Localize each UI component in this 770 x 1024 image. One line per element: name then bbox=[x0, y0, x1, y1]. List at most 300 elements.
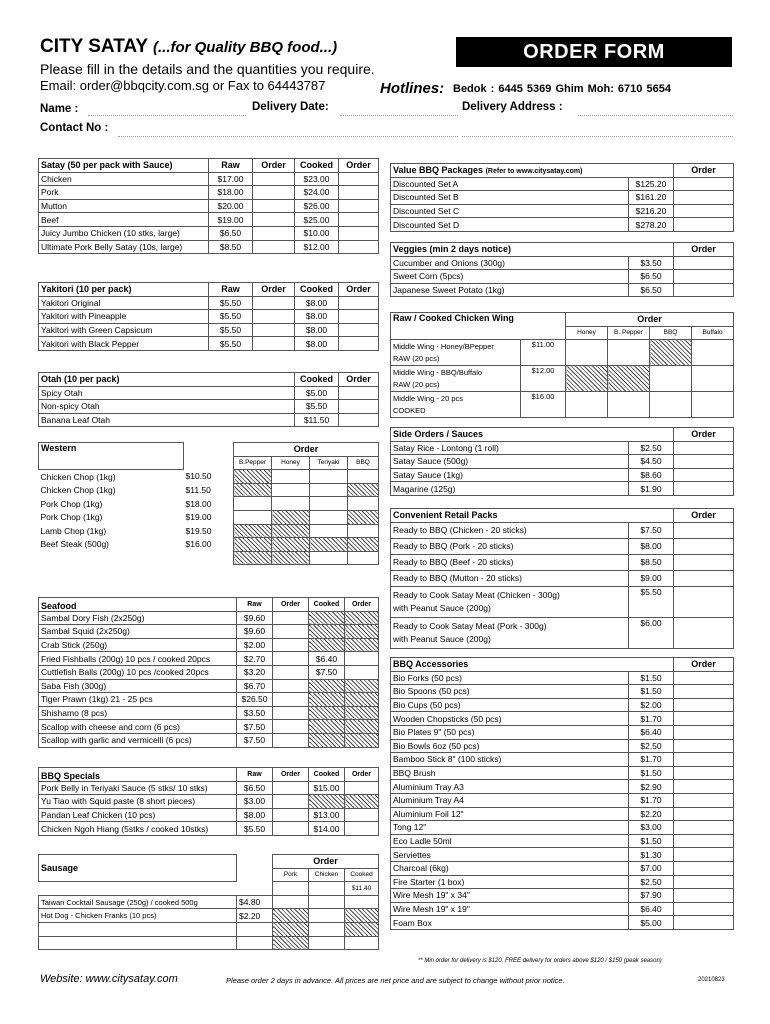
unavailable-cell bbox=[309, 706, 345, 720]
col-order: Order bbox=[273, 768, 309, 782]
order-cell[interactable] bbox=[674, 204, 734, 218]
cooked-order-cell[interactable] bbox=[339, 172, 379, 186]
item-name: Wire Mesh 19" x 19" bbox=[391, 902, 629, 916]
table-row bbox=[39, 497, 379, 511]
table-row bbox=[391, 270, 734, 284]
item-name: Cuttlefish Balls (200g) 10 pcs /cooked 20pcs bbox=[39, 665, 237, 679]
order-cell[interactable] bbox=[345, 936, 379, 950]
order-cell[interactable] bbox=[674, 725, 734, 739]
order-cell[interactable] bbox=[309, 895, 345, 909]
order-cell[interactable] bbox=[674, 538, 734, 554]
order-cell[interactable] bbox=[310, 551, 348, 565]
raw-order-cell[interactable] bbox=[273, 795, 309, 809]
raw-order-cell[interactable] bbox=[273, 822, 309, 836]
cooked-order-cell[interactable] bbox=[345, 665, 379, 679]
order-cell[interactable] bbox=[566, 340, 608, 366]
unavailable-cell bbox=[345, 706, 379, 720]
item-price: $12.00 bbox=[521, 366, 566, 392]
item-price: $6.50 bbox=[629, 283, 674, 297]
item-name: Saba Fish (300g) bbox=[39, 679, 237, 693]
cooked-price: $14.00 bbox=[309, 822, 345, 836]
raw-order-cell[interactable] bbox=[253, 186, 295, 200]
delivery-address-label: Delivery Address : bbox=[462, 101, 563, 113]
order-cell[interactable] bbox=[309, 909, 345, 923]
item-price: $11.00 bbox=[521, 340, 566, 366]
raw-order-cell[interactable] bbox=[253, 323, 295, 337]
item-price: $8.50 bbox=[629, 554, 674, 570]
col-order: Order bbox=[234, 443, 379, 457]
item-price: $278.20 bbox=[629, 218, 674, 232]
raw-order-cell[interactable] bbox=[253, 172, 295, 186]
value-bbq-table bbox=[390, 163, 734, 232]
item-price: $2.90 bbox=[629, 780, 674, 794]
order-cell[interactable] bbox=[674, 780, 734, 794]
section-title: BBQ Specials bbox=[39, 768, 237, 782]
order-cell[interactable] bbox=[692, 392, 734, 418]
order-cell[interactable] bbox=[566, 392, 608, 418]
unavailable-cell bbox=[345, 720, 379, 734]
section-ref: (Refer to www.citysatay.com) bbox=[485, 168, 583, 176]
order-cell[interactable] bbox=[272, 497, 310, 511]
website: Website: www.citysatay.com bbox=[40, 973, 178, 985]
item-name: Aluminium Tray A4 bbox=[391, 793, 629, 807]
order-cell[interactable] bbox=[674, 570, 734, 586]
table-row bbox=[39, 524, 379, 538]
raw-order-cell[interactable] bbox=[253, 337, 295, 351]
raw-price: $6.50 bbox=[209, 226, 253, 240]
table-row bbox=[39, 470, 379, 484]
order-cell[interactable] bbox=[348, 524, 379, 538]
otah-table bbox=[38, 372, 379, 427]
col-order: Order bbox=[339, 159, 379, 173]
table-row bbox=[391, 538, 734, 554]
table-row bbox=[39, 186, 379, 200]
raw-price: $2.00 bbox=[237, 638, 273, 652]
item-price: $2.50 bbox=[629, 441, 674, 455]
col-order: Order bbox=[273, 855, 379, 869]
raw-order-cell[interactable] bbox=[273, 781, 309, 795]
unavailable-cell bbox=[309, 733, 345, 747]
order-cell[interactable] bbox=[674, 270, 734, 284]
section-title: Seafood bbox=[39, 598, 237, 612]
order-cell[interactable] bbox=[674, 191, 734, 205]
section-title bbox=[391, 164, 674, 178]
name-field[interactable] bbox=[88, 115, 246, 116]
order-cell[interactable] bbox=[674, 834, 734, 848]
item-name: Taiwan Cocktail Sausage (250g) / cooked 500g bbox=[39, 895, 237, 909]
chicken-wing-table bbox=[390, 312, 734, 418]
order-cell[interactable] bbox=[674, 902, 734, 916]
order-cell[interactable] bbox=[310, 524, 348, 538]
section-title: Veggies (min 2 days notice) bbox=[391, 243, 674, 257]
table-row bbox=[391, 586, 734, 617]
cooked-order-cell[interactable] bbox=[339, 186, 379, 200]
brand-tagline: (...for Quality BBQ food...) bbox=[152, 39, 338, 56]
raw-price: $7.50 bbox=[237, 733, 273, 747]
order-cell[interactable] bbox=[309, 922, 345, 936]
unavailable-cell bbox=[650, 340, 692, 366]
table-row bbox=[39, 895, 379, 909]
order-cell[interactable] bbox=[339, 386, 379, 400]
order-cell[interactable] bbox=[234, 497, 272, 511]
cooked-price: $12.00 bbox=[295, 240, 339, 254]
table-row bbox=[391, 848, 734, 862]
raw-order-cell[interactable] bbox=[273, 693, 309, 707]
table-row bbox=[39, 936, 379, 950]
unavailable-cell bbox=[345, 611, 379, 625]
order-cell[interactable] bbox=[310, 497, 348, 511]
raw-order-cell[interactable] bbox=[273, 808, 309, 822]
order-cell[interactable] bbox=[674, 522, 734, 538]
item-price: $5.50 bbox=[629, 586, 674, 617]
col-order: Order bbox=[674, 164, 734, 178]
item-price: $125.20 bbox=[629, 177, 674, 191]
blank-cell bbox=[39, 936, 237, 950]
cooked-price: $26.00 bbox=[295, 199, 339, 213]
item-name-line1: Ready to BBQ (Chicken - 20 sticks) bbox=[393, 525, 527, 536]
order-cell[interactable] bbox=[674, 586, 734, 617]
raw-order-cell[interactable] bbox=[273, 638, 309, 652]
unavailable-cell bbox=[309, 611, 345, 625]
order-cell[interactable] bbox=[674, 698, 734, 712]
table-header bbox=[391, 658, 734, 672]
order-cell[interactable] bbox=[272, 483, 310, 497]
item-name-line1: Middle Wing - BBQ/Buffalo bbox=[393, 367, 483, 377]
order-cell[interactable] bbox=[310, 510, 348, 524]
raw-price: $6.70 bbox=[237, 679, 273, 693]
order-cell[interactable] bbox=[348, 470, 379, 484]
item-name: Spicy Otah bbox=[39, 386, 295, 400]
raw-order-cell[interactable] bbox=[253, 240, 295, 254]
raw-price: $7.50 bbox=[237, 720, 273, 734]
unavailable-cell bbox=[234, 483, 272, 497]
order-cell[interactable] bbox=[674, 889, 734, 903]
cooked-order-cell[interactable] bbox=[339, 240, 379, 254]
table-row bbox=[39, 795, 379, 809]
order-cell[interactable] bbox=[674, 468, 734, 482]
item-name: Magarine (125g) bbox=[391, 482, 629, 496]
cooked-price: $5.00 bbox=[295, 386, 339, 400]
section-title: Yakitori (10 per pack) bbox=[39, 283, 209, 297]
table-row bbox=[39, 733, 379, 747]
table-row bbox=[39, 781, 379, 795]
item-price: $3.00 bbox=[629, 821, 674, 835]
col-chicken: Chicken bbox=[309, 868, 345, 882]
item-price: $1.50 bbox=[629, 834, 674, 848]
cooked-order-cell[interactable] bbox=[345, 652, 379, 666]
item-name bbox=[391, 522, 629, 538]
raw-order-cell[interactable] bbox=[273, 720, 309, 734]
delivery-address-field[interactable] bbox=[578, 115, 733, 116]
table-row bbox=[391, 570, 734, 586]
raw-price: $5.50 bbox=[209, 296, 253, 310]
contact-no-field[interactable] bbox=[118, 136, 458, 137]
order-cell[interactable] bbox=[674, 861, 734, 875]
table-row bbox=[391, 554, 734, 570]
section-title: Satay (50 per pack with Sauce) bbox=[39, 159, 209, 173]
order-cell[interactable] bbox=[339, 400, 379, 414]
order-cell[interactable] bbox=[310, 470, 348, 484]
item-price: $1.70 bbox=[629, 712, 674, 726]
table-row bbox=[39, 337, 379, 351]
order-cell[interactable] bbox=[650, 366, 692, 392]
order-cell[interactable] bbox=[674, 848, 734, 862]
item-name: Bio Spoons (50 pcs) bbox=[391, 685, 629, 699]
order-cell[interactable] bbox=[339, 413, 379, 427]
raw-order-cell[interactable] bbox=[253, 226, 295, 240]
table-header bbox=[39, 598, 379, 612]
raw-price: $9.60 bbox=[237, 625, 273, 639]
raw-order-cell[interactable] bbox=[253, 310, 295, 324]
item-name-line1: Ready to BBQ (Beef - 20 sticks) bbox=[393, 557, 514, 568]
raw-price: $3.20 bbox=[237, 665, 273, 679]
order-cell[interactable] bbox=[309, 936, 345, 950]
order-cell[interactable] bbox=[692, 366, 734, 392]
raw-order-cell[interactable] bbox=[253, 213, 295, 227]
table-row bbox=[391, 340, 734, 366]
cooked-order-cell[interactable] bbox=[339, 199, 379, 213]
instructions: Please fill in the details and the quantities you require. bbox=[40, 61, 375, 77]
section-title: Otah (10 per pack) bbox=[39, 373, 295, 387]
cooked-order-cell[interactable] bbox=[345, 822, 379, 836]
item-price: $6.50 bbox=[629, 270, 674, 284]
unavailable-cell bbox=[345, 795, 379, 809]
col-bbq: BBQ bbox=[348, 456, 379, 470]
item-name: Pork Chop (1kg) bbox=[40, 498, 103, 509]
order-cell[interactable] bbox=[345, 895, 379, 909]
order-cell[interactable] bbox=[674, 177, 734, 191]
item-name: Crab Stick (250g) bbox=[39, 638, 237, 652]
delivery-date-field[interactable] bbox=[340, 115, 458, 116]
table-row bbox=[39, 625, 379, 639]
item-name: Bio Bowls 6oz (50 pcs) bbox=[391, 739, 629, 753]
section-title: Raw / Cooked Chicken Wing bbox=[391, 313, 566, 340]
brand-name: CITY SATAY bbox=[40, 36, 148, 57]
order-cell[interactable] bbox=[674, 283, 734, 297]
table-row bbox=[39, 882, 379, 896]
order-cell[interactable] bbox=[674, 554, 734, 570]
cooked-order-cell[interactable] bbox=[339, 310, 379, 324]
order-cell[interactable] bbox=[674, 256, 734, 270]
table-row bbox=[391, 725, 734, 739]
item-price: $1.70 bbox=[629, 793, 674, 807]
order-cell[interactable] bbox=[674, 821, 734, 835]
table-row bbox=[391, 834, 734, 848]
order-cell[interactable] bbox=[272, 470, 310, 484]
item-name: Aluminium Foil 12" bbox=[391, 807, 629, 821]
item-price: $7.90 bbox=[629, 889, 674, 903]
item-price: $6.00 bbox=[629, 617, 674, 648]
order-cell[interactable] bbox=[674, 807, 734, 821]
cooked-order-cell[interactable] bbox=[339, 323, 379, 337]
accessories-table bbox=[390, 657, 734, 930]
delivery-date-label: Delivery Date: bbox=[252, 101, 329, 113]
cooked-order-cell[interactable] bbox=[339, 213, 379, 227]
raw-price: $3.00 bbox=[237, 795, 273, 809]
raw-order-cell[interactable] bbox=[273, 733, 309, 747]
hotlines-label: Hotlines: bbox=[380, 80, 445, 97]
item-name: Scallop with cheese and corn (6 pcs) bbox=[39, 720, 237, 734]
col-raw: Raw bbox=[237, 598, 273, 612]
cooked-order-cell[interactable] bbox=[339, 337, 379, 351]
delivery-address-field-2[interactable] bbox=[462, 136, 733, 137]
item-name: Sweet Corn (5pcs) bbox=[391, 270, 629, 284]
item-name bbox=[391, 340, 521, 366]
col-pork: Pork bbox=[273, 868, 309, 882]
table-row bbox=[39, 400, 379, 414]
order-cell[interactable] bbox=[608, 392, 650, 418]
raw-order-cell[interactable] bbox=[273, 625, 309, 639]
unavailable-cell bbox=[234, 538, 272, 552]
order-cell[interactable] bbox=[674, 875, 734, 889]
raw-price: $5.50 bbox=[209, 337, 253, 351]
order-cell[interactable] bbox=[692, 340, 734, 366]
table-row bbox=[391, 392, 734, 418]
table-row bbox=[391, 218, 734, 232]
col-cooked: Cooked bbox=[295, 159, 339, 173]
item-name: Fire Starter (1 box) bbox=[391, 875, 629, 889]
item-name: Serviettes bbox=[391, 848, 629, 862]
order-cell[interactable] bbox=[650, 392, 692, 418]
col-raw: Raw bbox=[209, 283, 253, 297]
raw-price: $26.50 bbox=[237, 693, 273, 707]
col-honey: Honey bbox=[566, 326, 608, 340]
item-name bbox=[391, 586, 629, 617]
table-row bbox=[39, 483, 379, 497]
raw-order-cell[interactable] bbox=[273, 652, 309, 666]
item-name: Chicken bbox=[39, 172, 209, 186]
section-title: BBQ Accessories bbox=[391, 658, 674, 672]
side-orders-table bbox=[390, 427, 734, 496]
order-cell[interactable] bbox=[608, 340, 650, 366]
item-name: Foam Box bbox=[391, 916, 629, 930]
item-name: Cucumber and Onions (300g) bbox=[391, 256, 629, 270]
unavailable-cell bbox=[309, 795, 345, 809]
order-cell[interactable] bbox=[674, 793, 734, 807]
col-teriyaki: Teriyaki bbox=[310, 456, 348, 470]
order-cell[interactable] bbox=[674, 685, 734, 699]
cooked-price: $25.00 bbox=[295, 213, 339, 227]
order-cell[interactable] bbox=[674, 617, 734, 648]
cooked-price: $5.50 bbox=[295, 400, 339, 414]
contact-no-label: Contact No : bbox=[40, 122, 109, 134]
item-name: Eco Ladle 50ml bbox=[391, 834, 629, 848]
order-cell[interactable] bbox=[674, 482, 734, 496]
item-price: $2.50 bbox=[629, 739, 674, 753]
raw-order-cell[interactable] bbox=[273, 679, 309, 693]
unavailable-cell bbox=[309, 693, 345, 707]
order-cell[interactable] bbox=[674, 441, 734, 455]
item-name-line2: RAW (20 pcs) bbox=[393, 353, 440, 363]
order-cell[interactable] bbox=[348, 497, 379, 511]
table-row bbox=[39, 679, 379, 693]
unavailable-cell bbox=[348, 538, 379, 552]
blank-cell bbox=[39, 922, 237, 936]
item-name: Bio Cups (50 pcs) bbox=[391, 698, 629, 712]
item-name: Pork Belly in Teriyaki Sauce (5 stks/ 10 stks) bbox=[39, 781, 237, 795]
order-cell[interactable] bbox=[674, 218, 734, 232]
cooked-order-cell[interactable] bbox=[339, 226, 379, 240]
order-cell[interactable] bbox=[310, 483, 348, 497]
item-price: $2.00 bbox=[629, 698, 674, 712]
table-row bbox=[39, 226, 379, 240]
item-name: Yakitori with Green Capsicum bbox=[39, 323, 209, 337]
item-name: Satay Sauce (1kg) bbox=[391, 468, 629, 482]
table-header bbox=[391, 428, 734, 442]
item-price: $16.00 bbox=[185, 539, 212, 550]
cooked-price: $8.00 bbox=[295, 310, 339, 324]
raw-order-cell[interactable] bbox=[253, 296, 295, 310]
raw-order-cell[interactable] bbox=[273, 665, 309, 679]
raw-order-cell[interactable] bbox=[273, 611, 309, 625]
col-order: Order bbox=[674, 243, 734, 257]
raw-price: $17.00 bbox=[209, 172, 253, 186]
order-cell[interactable] bbox=[234, 510, 272, 524]
table-row bbox=[39, 296, 379, 310]
table-row bbox=[391, 712, 734, 726]
contact-email-fax: Email: order@bbqcity.com.sg or Fax to 64443787 bbox=[40, 78, 326, 93]
order-cell[interactable] bbox=[674, 766, 734, 780]
raw-order-cell[interactable] bbox=[273, 706, 309, 720]
veggies-table bbox=[390, 242, 734, 297]
unavailable-cell bbox=[309, 638, 345, 652]
col-cooked: Cooked bbox=[309, 598, 345, 612]
table-row bbox=[39, 551, 379, 565]
item-name: Beef Steak (500g) bbox=[40, 539, 110, 550]
table-row bbox=[391, 753, 734, 767]
item-price: $5.00 bbox=[629, 916, 674, 930]
order-cell[interactable] bbox=[674, 739, 734, 753]
table-row bbox=[391, 916, 734, 930]
order-cell[interactable] bbox=[674, 455, 734, 469]
cooked-order-cell[interactable] bbox=[345, 808, 379, 822]
table-row bbox=[39, 808, 379, 822]
item-price: $2.50 bbox=[629, 875, 674, 889]
name-label: Name : bbox=[40, 103, 79, 115]
order-cell[interactable] bbox=[674, 671, 734, 685]
order-cell[interactable] bbox=[273, 895, 309, 909]
item-name: Non-spicy Otah bbox=[39, 400, 295, 414]
item-name: BBQ Brush bbox=[391, 766, 629, 780]
order-cell[interactable] bbox=[348, 551, 379, 565]
item-name: Aluminium Tray A3 bbox=[391, 780, 629, 794]
item-name: Chicken Chop (1kg) bbox=[40, 485, 116, 496]
col-bpepper: B. Pepper bbox=[608, 326, 650, 340]
satay-table bbox=[38, 158, 379, 254]
raw-order-cell[interactable] bbox=[253, 199, 295, 213]
item-name-line1: Middle Wing - 20 pcs bbox=[393, 393, 464, 403]
item-price: $19.00 bbox=[185, 512, 212, 523]
table-row bbox=[391, 766, 734, 780]
cooked-price: $24.00 bbox=[295, 186, 339, 200]
cooked-order-cell[interactable] bbox=[339, 296, 379, 310]
table-row bbox=[391, 522, 734, 538]
cooked-price: $6.40 bbox=[309, 652, 345, 666]
raw-price: $8.50 bbox=[209, 240, 253, 254]
unavailable-cell bbox=[273, 936, 309, 950]
order-cell[interactable] bbox=[674, 916, 734, 930]
item-name: Hot Dog - Chicken Franks (10 pcs) bbox=[39, 909, 237, 923]
order-cell[interactable] bbox=[674, 712, 734, 726]
unavailable-cell bbox=[345, 679, 379, 693]
order-cell[interactable] bbox=[674, 753, 734, 767]
cooked-price: $11.50 bbox=[295, 413, 339, 427]
table-row bbox=[391, 482, 734, 496]
cooked-order-cell[interactable] bbox=[345, 781, 379, 795]
blank-cell bbox=[39, 551, 184, 565]
item-price: $1.30 bbox=[629, 848, 674, 862]
item-name: Discounted Set A bbox=[391, 177, 629, 191]
